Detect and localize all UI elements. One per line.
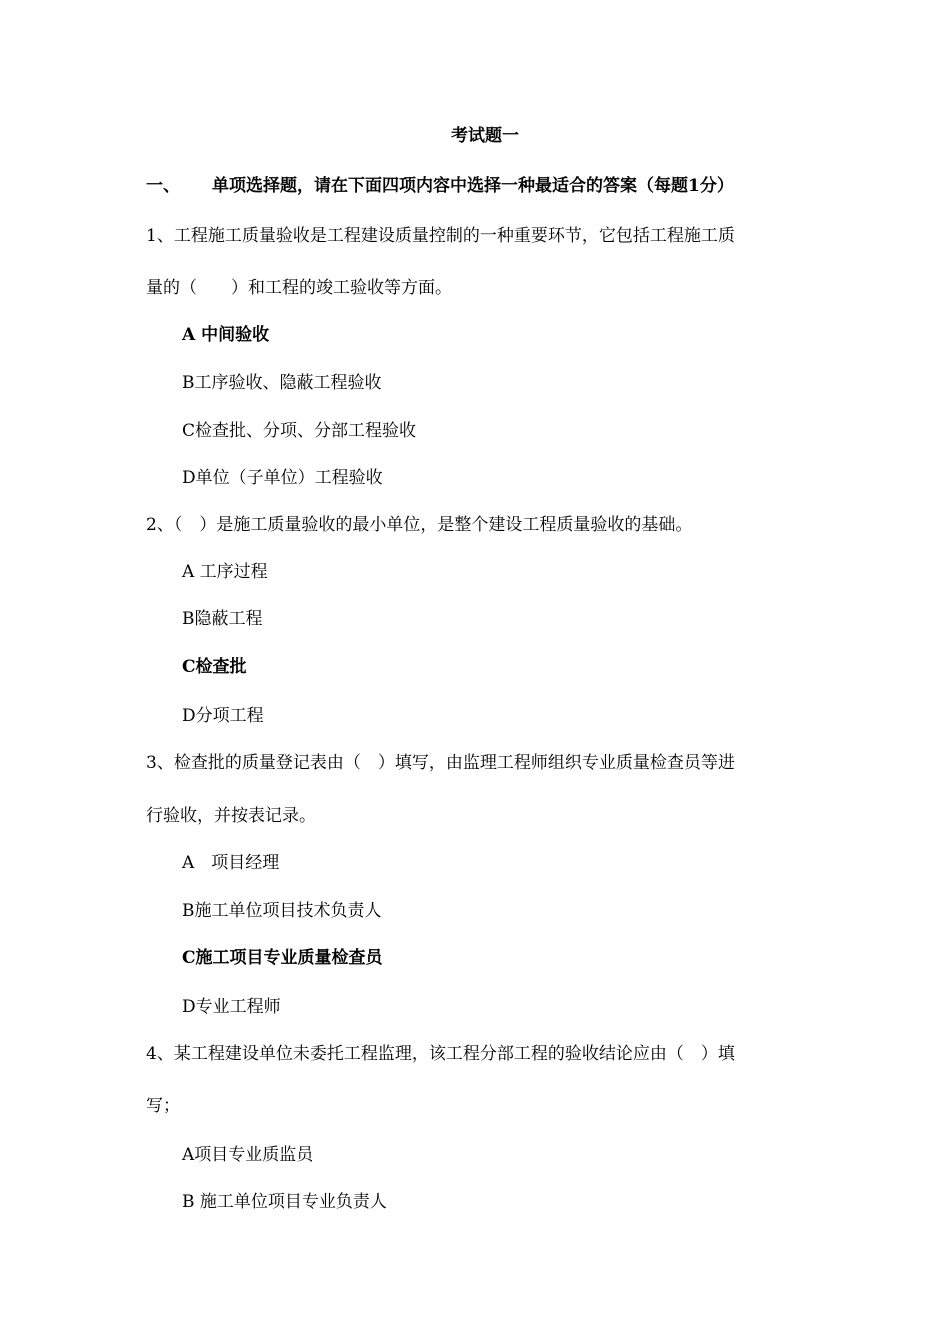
- question-2-option-c: C检查批: [182, 657, 247, 677]
- question-4-option-b: B 施工单位项目专业负责人: [182, 1192, 387, 1212]
- question-1-line-1: 1、工程施工质量验收是工程建设质量控制的一种重要环节，它包括工程施工质: [146, 226, 735, 246]
- question-3-option-a: A 项目经理: [182, 853, 280, 873]
- question-2-option-a: A 工序过程: [182, 562, 268, 582]
- question-1-option-a: A 中间验收: [182, 325, 270, 345]
- section-number: 一、: [146, 176, 180, 196]
- question-2-option-d: D分项工程: [182, 706, 264, 726]
- question-1-option-b: B工序验收、隐蔽工程验收: [182, 373, 382, 393]
- question-4-line-2: 写；: [146, 1096, 180, 1116]
- question-2-line-1: 2、（ ）是施工质量验收的最小单位，是整个建设工程质量验收的基础。: [146, 515, 693, 535]
- page-title: 考试题一: [451, 126, 519, 146]
- question-1-line-2: 量的（ ）和工程的竣工验收等方面。: [146, 278, 452, 298]
- question-3-option-c: C施工项目专业质量检查员: [182, 948, 383, 968]
- section-heading: 单项选择题，请在下面四项内容中选择一种最适合的答案（每题1分）: [212, 176, 734, 196]
- question-4-line-1: 4、某工程建设单位未委托工程监理，该工程分部工程的验收结论应由（ ）填: [146, 1044, 735, 1064]
- question-3-option-b: B施工单位项目技术负责人: [182, 901, 382, 921]
- question-4-option-a: A项目专业质监员: [182, 1145, 314, 1165]
- question-1-option-d: D单位（子单位）工程验收: [182, 468, 383, 488]
- question-3-line-2: 行验收，并按表记录。: [146, 806, 316, 826]
- question-1-option-c: C检查批、分项、分部工程验收: [182, 421, 417, 441]
- question-2-option-b: B隐蔽工程: [182, 609, 263, 629]
- question-3-option-d: D专业工程师: [182, 997, 281, 1017]
- question-3-line-1: 3、检查批的质量登记表由（ ）填写，由监理工程师组织专业质量检查员等进: [146, 753, 735, 773]
